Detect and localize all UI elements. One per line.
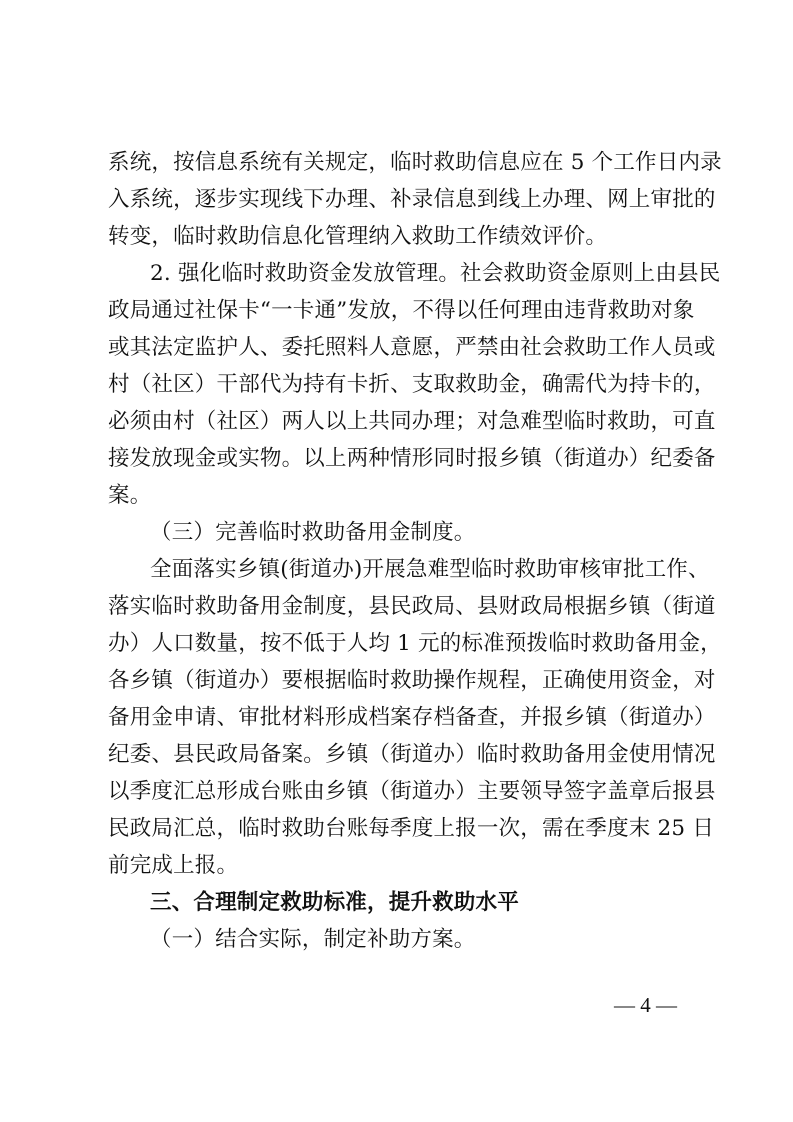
section-subheading: （三）完善临时救助备用金制度。: [150, 520, 476, 545]
body-line: 备用金申请、审批材料形成档案存档备查，并报乡镇（街道办）: [108, 705, 716, 730]
body-line: 民政局汇总，临时救助台账每季度上报一次，需在季度末 25 日: [108, 816, 715, 841]
section-subheading: （一）结合实际，制定补助方案。: [150, 927, 476, 952]
body-line: 落实临时救助备用金制度，县民政局、县财政局根据乡镇（街道: [108, 594, 716, 619]
body-line: 案。: [108, 483, 152, 508]
body-line: 系统，按信息系统有关规定，临时救助信息应在 5 个工作日内录: [108, 150, 722, 175]
body-line: 必须由村（社区）两人以上共同办理；对急难型临时救助，可直: [108, 409, 716, 434]
body-line: 或其法定监护人、委托照料人意愿，严禁由社会救助工作人员或: [108, 335, 716, 360]
page-number: — 4 —: [614, 993, 677, 1017]
section-heading: 三、合理制定救助标准，提升救助水平: [150, 890, 519, 915]
body-line: 村（社区）干部代为持有卡折、支取救助金，确需代为持卡的，: [108, 372, 716, 397]
body-line: 转变，临时救助信息化管理纳入救助工作绩效评价。: [108, 224, 608, 249]
body-line: 入系统，逐步实现线下办理、补录信息到线上办理、网上审批的: [108, 187, 716, 212]
body-line: 以季度汇总形成台账由乡镇（街道办）主要领导签字盖章后报县: [108, 779, 716, 804]
body-line: 办）人口数量，按不低于人均 1 元的标准预拨临时救助备用金，: [108, 631, 722, 656]
body-line: 前完成上报。: [108, 853, 239, 878]
numbered-item-title: 2. 强化临时救助资金发放管理。社会救助资金原则上由县民: [150, 261, 721, 286]
body-line: 政局通过社保卡“一卡通”发放，不得以任何理由违背救助对象: [108, 298, 695, 323]
body-line: 接发放现金或实物。以上两种情形同时报乡镇（街道办）纪委备: [108, 446, 716, 471]
body-line: 各乡镇（街道办）要根据临时救助操作规程，正确使用资金，对: [108, 668, 716, 693]
body-line: 纪委、县民政局备案。乡镇（街道办）临时救助备用金使用情况: [108, 742, 716, 767]
body-line: 全面落实乡镇(街道办)开展急难型临时救助审核审批工作、: [150, 557, 710, 582]
